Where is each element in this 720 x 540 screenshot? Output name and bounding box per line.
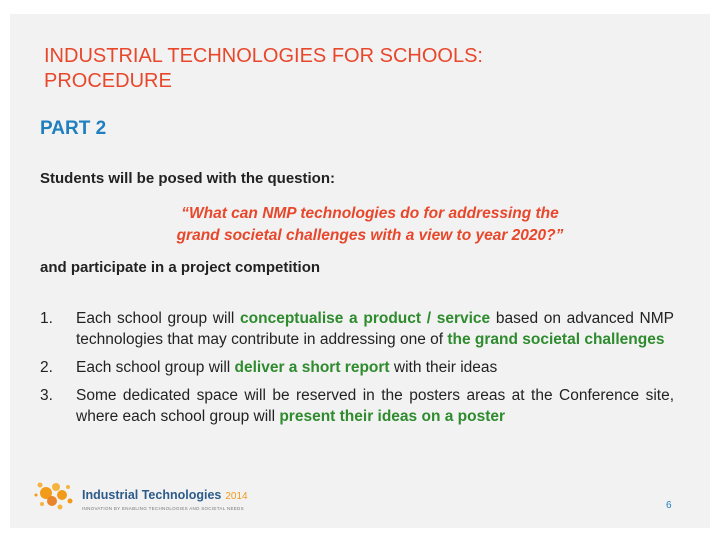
- industrial-technologies-logo: [32, 477, 248, 517]
- part-heading: PART 2: [40, 118, 107, 139]
- item-highlight: the grand societal challenges: [447, 331, 665, 348]
- item-highlight: present their ideas on a poster: [279, 408, 506, 425]
- logo-name-text: Industrial Technologies: [82, 488, 222, 502]
- slide: [10, 14, 710, 528]
- question-line-1: “What can NMP technologies do for addressing the: [181, 205, 559, 222]
- item-text: Each school group will: [76, 310, 241, 327]
- item-number: 1.: [40, 310, 53, 327]
- item-number: 3.: [40, 387, 53, 404]
- item-highlight: conceptualise a product / service: [240, 310, 491, 327]
- slide-title: [44, 44, 664, 94]
- title-line-1: INDUSTRIAL TECHNOLOGIES FOR SCHOOLS:: [44, 45, 483, 67]
- list-item: [40, 357, 674, 378]
- page-number: 6: [666, 500, 672, 511]
- list-item: [40, 385, 674, 427]
- item-highlight: deliver a short report: [234, 359, 390, 376]
- item-text: Some dedicated space will be reserved in the posters areas at the Conference site, where each school group will: [76, 387, 674, 425]
- title-line-2: PROCEDURE: [44, 70, 172, 92]
- logo-year: 2014: [225, 491, 248, 502]
- logo-tagline: INNOVATION BY ENABLING TECHNOLOGIES AND SOCIETAL NEEDS: [82, 506, 244, 511]
- item-text: with their ideas: [389, 359, 498, 376]
- question-line-2: grand societal challenges with a view to year 2020?”: [176, 227, 564, 244]
- list-item: [40, 308, 674, 350]
- item-text: Each school group will: [76, 359, 235, 376]
- logo-mark-icon: [32, 477, 78, 517]
- logo-name: [82, 488, 248, 502]
- item-text: based on advanced NMP technologies that may contribute in addressing one of: [76, 310, 674, 348]
- outro-text: and participate in a project competition: [40, 259, 321, 276]
- item-number: 2.: [40, 359, 53, 376]
- procedure-list: [40, 308, 674, 434]
- question-quote: [130, 203, 610, 247]
- intro-text: Students will be posed with the question:: [40, 170, 336, 187]
